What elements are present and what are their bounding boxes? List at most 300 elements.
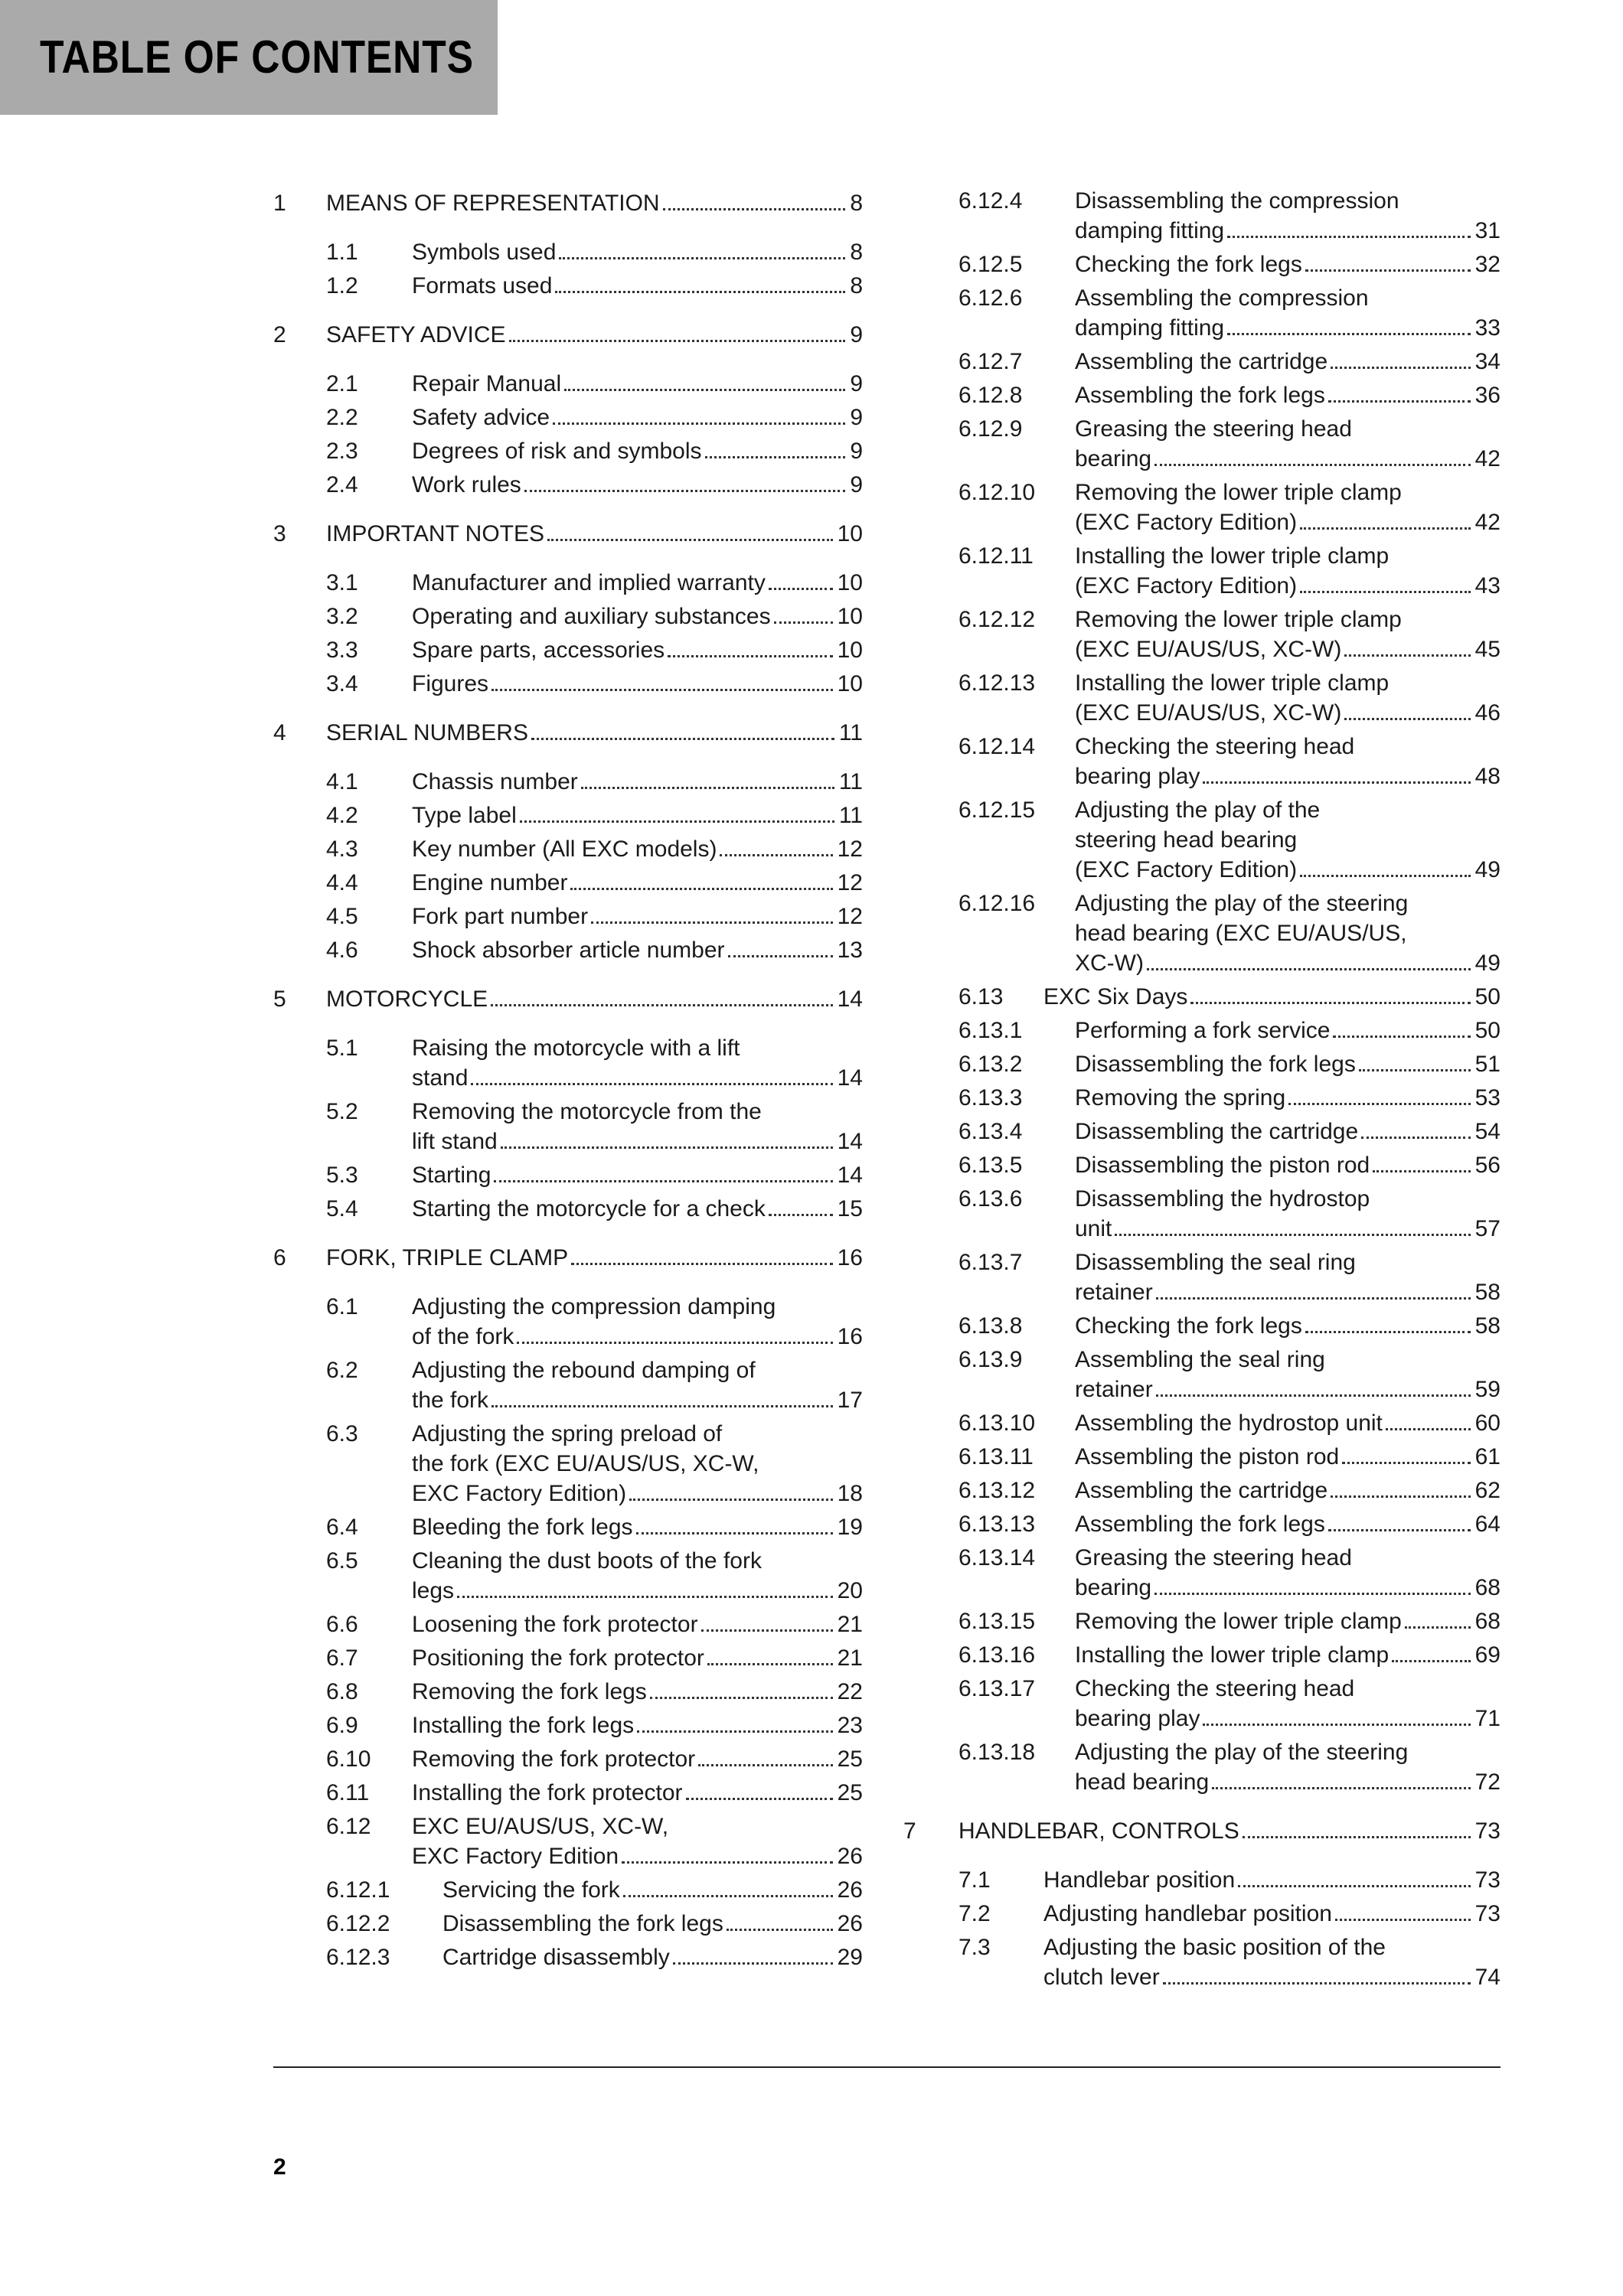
toc-entry-number: 7.2 <box>958 1901 991 1926</box>
toc-entry[interactable] <box>958 1640 1556 1670</box>
toc-entry[interactable] <box>958 1509 1556 1539</box>
toc-entry-title: Repair Manual <box>412 371 562 396</box>
toc-entry-page: 60 <box>1474 1411 1501 1436</box>
toc-entry-number: 6.13.1 <box>958 1018 1023 1043</box>
toc-entry-page: 8 <box>850 240 863 265</box>
toc-entry-title-line: Checking the steering head <box>1075 734 1355 759</box>
dot-leader <box>1212 1787 1470 1789</box>
toc-entry[interactable] <box>958 1674 1556 1733</box>
dot-leader <box>636 1532 833 1534</box>
toc-entry[interactable] <box>273 767 870 797</box>
dot-leader <box>1156 1394 1471 1397</box>
toc-entry-title-line: Adjusting the compression damping <box>412 1294 776 1319</box>
toc-entry-title-line: Adjusting the basic position of the <box>1043 1935 1386 1960</box>
toc-entry-number: 6.13.5 <box>958 1153 1023 1178</box>
toc-entry-number: 6.3 <box>326 1421 358 1446</box>
dot-leader <box>547 539 833 541</box>
toc-entry-title: Formats used <box>412 273 553 298</box>
toc-entry-title-line: Adjusting the play of the <box>1075 797 1321 823</box>
toc-entry[interactable] <box>273 1097 870 1156</box>
toc-entry[interactable] <box>273 237 870 267</box>
toc-entry-page: 58 <box>1474 1313 1501 1339</box>
toc-entry-title: Positioning the fork protector <box>412 1645 704 1671</box>
toc-entry-title: SERIAL NUMBERS <box>326 720 528 745</box>
toc-entry-page: 46 <box>1474 700 1501 726</box>
toc-entry[interactable] <box>958 1606 1556 1636</box>
toc-entry-title: bearing <box>1075 446 1152 471</box>
toc-entry-page: 11 <box>838 803 863 828</box>
page-title: TABLE OF CONTENTS <box>40 31 474 83</box>
dot-leader <box>564 389 845 391</box>
toc-entry-number: 6.13.4 <box>958 1119 1023 1144</box>
toc-entry-number: 6.13.7 <box>958 1250 1023 1275</box>
toc-entry-number: 6.13.16 <box>958 1642 1036 1668</box>
toc-entry-number: 1 <box>273 191 286 216</box>
toc-entry-number: 6.13.3 <box>958 1085 1023 1110</box>
dot-leader <box>701 1629 833 1632</box>
toc-entry-number: 1.2 <box>326 273 358 298</box>
dot-leader <box>1227 236 1471 238</box>
toc-entry-page: 9 <box>850 322 863 347</box>
toc-entry[interactable] <box>958 283 1556 343</box>
toc-entry[interactable] <box>273 801 870 830</box>
toc-entry-number: 6.12.3 <box>326 1945 390 1970</box>
dot-leader <box>720 854 832 856</box>
toc-entry-title: Installing the fork protector <box>412 1780 683 1805</box>
toc-entry-title: lift stand <box>412 1129 498 1154</box>
toc-entry-title: EXC Factory Edition <box>412 1844 619 1869</box>
toc-entry-page: 12 <box>837 870 863 895</box>
dot-leader <box>501 1146 833 1149</box>
dot-leader <box>1147 968 1471 970</box>
toc-entry-title: Removing the spring <box>1075 1085 1286 1110</box>
toc-entry-title: HANDLEBAR, CONTROLS <box>958 1818 1239 1844</box>
toc-entry[interactable] <box>273 935 870 965</box>
toc-entry-title-line: Adjusting the rebound damping of <box>412 1358 756 1383</box>
toc-entry[interactable] <box>958 982 1556 1012</box>
toc-entry-page: 29 <box>837 1945 863 1970</box>
toc-entry[interactable] <box>958 1442 1556 1472</box>
toc-entry[interactable] <box>273 1546 870 1606</box>
toc-entry[interactable] <box>273 1033 870 1093</box>
toc-entry-number: 4.5 <box>326 904 358 929</box>
toc-entry-number: 4 <box>273 720 286 745</box>
toc-entry[interactable] <box>273 1778 870 1808</box>
toc-entry-page: 20 <box>837 1578 863 1603</box>
dot-leader <box>509 340 846 342</box>
toc-entry[interactable] <box>958 1083 1556 1113</box>
toc-entry-number: 4.1 <box>326 769 358 794</box>
toc-entry[interactable] <box>273 984 870 1014</box>
toc-entry[interactable] <box>273 320 870 350</box>
toc-entry-page: 14 <box>837 1065 863 1091</box>
toc-entry[interactable] <box>273 403 870 432</box>
toc-entry-number: 6 <box>273 1245 286 1270</box>
toc-entry[interactable] <box>273 635 870 665</box>
dot-leader <box>1227 333 1471 335</box>
toc-entry-title: Chassis number <box>412 769 578 794</box>
toc-entry[interactable] <box>273 718 870 748</box>
toc-entry[interactable] <box>958 1737 1556 1797</box>
page-number: 2 <box>273 2154 286 2180</box>
toc-entry-page: 72 <box>1474 1769 1501 1795</box>
toc-entry[interactable] <box>903 1816 1556 1846</box>
dot-leader <box>1331 367 1470 369</box>
dot-leader <box>705 456 846 458</box>
toc-entry-page: 61 <box>1474 1444 1501 1469</box>
toc-entry[interactable] <box>958 1016 1556 1045</box>
toc-entry-page: 68 <box>1474 1609 1501 1634</box>
toc-entry-page: 31 <box>1474 218 1501 243</box>
toc-entry-number: 6.13.13 <box>958 1512 1036 1537</box>
toc-entry[interactable] <box>958 347 1556 377</box>
toc-entry[interactable] <box>273 1292 870 1352</box>
toc-entry-page: 11 <box>838 720 863 745</box>
toc-entry[interactable] <box>273 902 870 931</box>
toc-entry-page: 43 <box>1474 573 1501 598</box>
toc-entry-page: 23 <box>837 1713 863 1738</box>
toc-entry[interactable] <box>958 380 1556 410</box>
toc-entry[interactable] <box>273 1355 870 1415</box>
toc-entry[interactable] <box>958 1049 1556 1079</box>
toc-entry-title: Figures <box>412 671 489 696</box>
toc-entry[interactable] <box>273 1677 870 1707</box>
toc-entry-page: 12 <box>837 904 863 929</box>
dot-leader <box>1342 1462 1470 1464</box>
dot-leader <box>769 1214 833 1216</box>
toc-entry-title: Removing the lower triple clamp <box>1075 1609 1402 1634</box>
toc-entry[interactable] <box>958 1311 1556 1341</box>
toc-entry-number: 6.12.10 <box>958 480 1036 505</box>
toc-entry-number: 6.12.9 <box>958 416 1023 442</box>
dot-leader <box>570 888 832 890</box>
toc-entry-number: 6.13.18 <box>958 1740 1036 1765</box>
dot-leader <box>553 422 845 425</box>
toc-entry[interactable] <box>273 1643 870 1673</box>
dot-leader <box>1305 1331 1471 1333</box>
dot-leader <box>1203 1724 1470 1726</box>
dot-leader <box>623 1895 833 1897</box>
toc-entry-page: 57 <box>1474 1216 1501 1241</box>
toc-entry[interactable] <box>958 1117 1556 1146</box>
toc-entry[interactable] <box>273 271 870 301</box>
toc-entry[interactable] <box>273 1243 870 1273</box>
dot-leader <box>1288 1103 1470 1105</box>
toc-entry[interactable] <box>273 1711 870 1740</box>
toc-entry[interactable] <box>273 1942 870 1972</box>
toc-entry-number: 6.13.9 <box>958 1347 1023 1372</box>
toc-entry-title: Assembling the fork legs <box>1075 383 1325 408</box>
toc-entry-title-line: head bearing (EXC EU/AUS/US, <box>1075 921 1407 946</box>
dot-leader <box>707 1663 833 1665</box>
dot-leader <box>1331 1495 1470 1498</box>
toc-entry-page: 21 <box>837 1612 863 1637</box>
toc-entry-title: XC-W) <box>1075 951 1144 976</box>
toc-entry-page: 25 <box>837 1780 863 1805</box>
dot-leader <box>673 1962 833 1965</box>
toc-entry-title: IMPORTANT NOTES <box>326 521 545 546</box>
toc-entry-page: 10 <box>837 521 863 546</box>
toc-entry-number: 6.12.12 <box>958 607 1036 632</box>
toc-entry-page: 32 <box>1474 252 1501 277</box>
toc-entry-page: 42 <box>1474 446 1501 471</box>
toc-entry[interactable] <box>273 1875 870 1905</box>
toc-entry-page: 18 <box>837 1481 863 1506</box>
toc-entry-title: bearing play <box>1075 1706 1200 1731</box>
dot-leader <box>1392 1660 1470 1662</box>
dot-leader <box>1190 1002 1470 1004</box>
dot-leader <box>471 1083 832 1085</box>
toc-entry-title: Manufacturer and implied warranty <box>412 570 766 595</box>
toc-entry[interactable] <box>958 1932 1556 1992</box>
toc-entry[interactable] <box>273 369 870 399</box>
footer-divider <box>273 2066 1501 2068</box>
toc-entry-title: (EXC Factory Edition) <box>1075 857 1298 882</box>
toc-entry-number: 5.2 <box>326 1099 358 1124</box>
toc-entry-number: 6.10 <box>326 1746 371 1772</box>
toc-entry-number: 6.12.16 <box>958 891 1036 916</box>
toc-entry-number: 4.4 <box>326 870 358 895</box>
dot-leader <box>1300 591 1471 593</box>
toc-entry-number: 5.4 <box>326 1196 358 1221</box>
dot-leader <box>650 1697 833 1699</box>
toc-entry-number: 6.5 <box>326 1548 358 1574</box>
toc-entry-title: Assembling the fork legs <box>1075 1512 1325 1537</box>
toc-entry-title: (EXC EU/AUS/US, XC-W) <box>1075 700 1342 726</box>
toc-entry-title: the fork <box>412 1388 489 1413</box>
toc-entry-number: 2 <box>273 322 286 347</box>
toc-entry-page: 74 <box>1474 1965 1501 1990</box>
toc-entry[interactable] <box>273 1609 870 1639</box>
toc-entry-title-line: Installing the lower triple clamp <box>1075 670 1390 696</box>
toc-entry-number: 6.7 <box>326 1645 358 1671</box>
toc-entry-number: 7.3 <box>958 1935 991 1960</box>
toc-entry[interactable] <box>273 568 870 598</box>
toc-entry-title: SAFETY ADVICE <box>326 322 506 347</box>
toc-entry-title-line: Removing the motorcycle from the <box>412 1099 762 1124</box>
toc-entry-title: (EXC EU/AUS/US, XC-W) <box>1075 637 1342 662</box>
dot-leader <box>1373 1170 1470 1172</box>
toc-entry[interactable] <box>273 1194 870 1224</box>
toc-entry[interactable] <box>958 889 1556 978</box>
toc-entry[interactable] <box>958 1345 1556 1404</box>
toc-entry[interactable] <box>273 1419 870 1508</box>
toc-entry-number: 6.2 <box>326 1358 358 1383</box>
toc-entry-title: Safety advice <box>412 405 550 430</box>
toc-entry[interactable] <box>273 519 870 549</box>
toc-entry-title-line: Assembling the seal ring <box>1075 1347 1325 1372</box>
toc-entry[interactable] <box>958 732 1556 791</box>
toc-entry-title: Handlebar position <box>1043 1867 1236 1893</box>
toc-entry[interactable] <box>958 1899 1556 1929</box>
toc-entry-title: Assembling the cartridge <box>1075 349 1328 374</box>
toc-entry-page: 25 <box>837 1746 863 1772</box>
toc-entry-title: Shock absorber article number <box>412 938 725 963</box>
dot-leader <box>1335 1919 1471 1921</box>
toc-entry-number: 6.13.11 <box>958 1444 1034 1469</box>
toc-entry-page: 14 <box>837 987 863 1012</box>
dot-leader <box>524 490 846 492</box>
toc-entry[interactable] <box>958 1865 1556 1895</box>
toc-entry-page: 54 <box>1474 1119 1501 1144</box>
toc-entry-title: unit <box>1075 1216 1112 1241</box>
dot-leader <box>1405 1626 1471 1629</box>
toc-entry-title: Checking the fork legs <box>1075 252 1302 277</box>
toc-entry[interactable] <box>958 478 1556 537</box>
toc-entry-page: 71 <box>1474 1706 1501 1731</box>
toc-entry-title: Performing a fork service <box>1075 1018 1331 1043</box>
toc-entry[interactable] <box>273 669 870 699</box>
toc-entry-number: 6.13.14 <box>958 1545 1036 1570</box>
toc-entry[interactable] <box>958 249 1556 279</box>
toc-entry-number: 2.2 <box>326 405 358 430</box>
toc-entry-title-line: the fork (EXC EU/AUS/US, XC-W, <box>412 1451 759 1476</box>
toc-entry-number: 6.12.2 <box>326 1911 390 1936</box>
dot-leader <box>1361 1137 1470 1139</box>
toc-column-right <box>903 186 1556 1996</box>
toc-entry[interactable] <box>273 1909 870 1939</box>
toc-entry-title: Type label <box>412 803 517 828</box>
toc-entry-title: Bleeding the fork legs <box>412 1515 633 1540</box>
toc-entry-page: 73 <box>1474 1867 1501 1893</box>
toc-entry[interactable] <box>273 868 870 898</box>
toc-entry-number: 2.4 <box>326 472 358 497</box>
toc-entry-page: 10 <box>837 638 863 663</box>
dot-leader <box>698 1764 832 1766</box>
toc-entry[interactable] <box>958 668 1556 728</box>
toc-entry[interactable] <box>958 1543 1556 1603</box>
dot-leader <box>637 1730 832 1733</box>
dot-leader <box>491 1004 832 1006</box>
toc-entry-title: Disassembling the piston rod <box>1075 1153 1370 1178</box>
toc-entry-number: 7.1 <box>958 1867 991 1893</box>
dot-leader <box>1203 781 1470 784</box>
toc-entry-page: 8 <box>850 191 863 216</box>
toc-entry-number: 6.13.2 <box>958 1052 1023 1077</box>
toc-entry-title-line: Checking the steering head <box>1075 1676 1355 1701</box>
toc-entry-title-line: Greasing the steering head <box>1075 416 1352 442</box>
toc-entry-title: Starting <box>412 1163 491 1188</box>
toc-entry-title: bearing play <box>1075 764 1200 789</box>
toc-entry-title: head bearing <box>1075 1769 1210 1795</box>
toc-entry-number: 6.4 <box>326 1515 358 1540</box>
dot-leader <box>1243 1836 1471 1838</box>
dot-leader <box>774 621 833 624</box>
dot-leader <box>1386 1428 1471 1430</box>
toc-entry[interactable] <box>958 541 1556 601</box>
toc-entry[interactable] <box>273 1160 870 1190</box>
toc-entry-title: Cartridge disassembly <box>442 1945 670 1970</box>
toc-entry[interactable] <box>958 186 1556 246</box>
toc-entry[interactable] <box>273 470 870 500</box>
toc-entry-page: 50 <box>1474 984 1501 1009</box>
toc-entry[interactable] <box>273 436 870 466</box>
toc-entry-title: MOTORCYCLE <box>326 987 488 1012</box>
toc-entry-title: Key number (All EXC models) <box>412 837 717 862</box>
toc-entry[interactable] <box>273 1512 870 1542</box>
toc-entry-page: 48 <box>1474 764 1501 789</box>
dot-leader <box>517 1342 832 1344</box>
toc-entry-page: 12 <box>837 837 863 862</box>
dot-leader <box>668 655 832 657</box>
toc-entry-page: 53 <box>1474 1085 1501 1110</box>
toc-entry-page: 15 <box>837 1196 863 1221</box>
toc-entry-title: bearing <box>1075 1575 1152 1600</box>
dot-leader <box>1300 875 1471 877</box>
dot-leader <box>457 1596 833 1598</box>
toc-entry-title-line: Adjusting the play of the steering <box>1075 1740 1409 1765</box>
toc-entry-title: Loosening the fork protector <box>412 1612 698 1637</box>
toc-entry-title: Disassembling the fork legs <box>1075 1052 1356 1077</box>
toc-entry-number: 3.2 <box>326 604 358 629</box>
toc-entry-page: 59 <box>1474 1377 1501 1402</box>
toc-entry-title: Installing the fork legs <box>412 1713 635 1738</box>
dot-leader <box>769 588 833 590</box>
toc-entry-title: Checking the fork legs <box>1075 1313 1302 1339</box>
toc-entry-number: 6.13 <box>958 984 1004 1009</box>
toc-entry[interactable] <box>958 795 1556 885</box>
toc-entry-title-line: Greasing the steering head <box>1075 1545 1352 1570</box>
toc-entry[interactable] <box>958 1476 1556 1505</box>
toc-entry[interactable] <box>273 188 870 218</box>
toc-entry-number: 4.6 <box>326 938 358 963</box>
toc-entry[interactable] <box>958 605 1556 664</box>
dot-leader <box>1305 269 1471 272</box>
toc-entry-title-line: EXC EU/AUS/US, XC-W, <box>412 1814 669 1839</box>
toc-entry-title: damping fitting <box>1075 218 1225 243</box>
toc-entry-title-line: Disassembling the seal ring <box>1075 1250 1356 1275</box>
dot-leader <box>622 1861 833 1864</box>
toc-entry-page: 16 <box>837 1245 863 1270</box>
toc-entry-number: 6.11 <box>326 1780 370 1805</box>
toc-entry-number: 6.13.8 <box>958 1313 1023 1339</box>
toc-entry-title: Spare parts, accessories <box>412 638 665 663</box>
toc-entry-number: 5.1 <box>326 1035 358 1061</box>
toc-entry-number: 6.12.15 <box>958 797 1036 823</box>
toc-entry[interactable] <box>273 1812 870 1871</box>
toc-entry[interactable] <box>273 1744 870 1774</box>
toc-entry-title: Engine number <box>412 870 568 895</box>
toc-entry[interactable] <box>958 1150 1556 1180</box>
dot-leader <box>1154 1593 1471 1595</box>
toc-entry-title: Symbols used <box>412 240 557 265</box>
toc-entry[interactable] <box>958 1408 1556 1438</box>
toc-entry-number: 6.12.4 <box>958 188 1023 214</box>
toc-entry-page: 34 <box>1474 349 1501 374</box>
toc-entry-page: 68 <box>1474 1575 1501 1600</box>
toc-entry-number: 6.12.7 <box>958 349 1023 374</box>
toc-entry-page: 26 <box>837 1911 863 1936</box>
toc-entry-page: 49 <box>1474 857 1501 882</box>
toc-entry-page: 10 <box>837 570 863 595</box>
toc-entry-number: 6.13.6 <box>958 1186 1023 1212</box>
toc-entry-title: Assembling the piston rod <box>1075 1444 1340 1469</box>
toc-entry[interactable] <box>273 602 870 631</box>
toc-entry[interactable] <box>958 1247 1556 1307</box>
toc-entry-number: 5.3 <box>326 1163 358 1188</box>
toc-entry[interactable] <box>273 834 870 864</box>
toc-entry[interactable] <box>958 414 1556 474</box>
toc-entry-number: 6.12.14 <box>958 734 1036 759</box>
toc-entry-page: 73 <box>1474 1818 1501 1844</box>
toc-entry-page: 14 <box>837 1129 863 1154</box>
toc-entry-page: 69 <box>1474 1642 1501 1668</box>
toc-entry-number: 2.1 <box>326 371 358 396</box>
toc-entry-number: 2.3 <box>326 439 358 464</box>
toc-entry-title: legs <box>412 1578 455 1603</box>
dot-leader <box>686 1798 833 1800</box>
toc-entry[interactable] <box>958 1184 1556 1244</box>
